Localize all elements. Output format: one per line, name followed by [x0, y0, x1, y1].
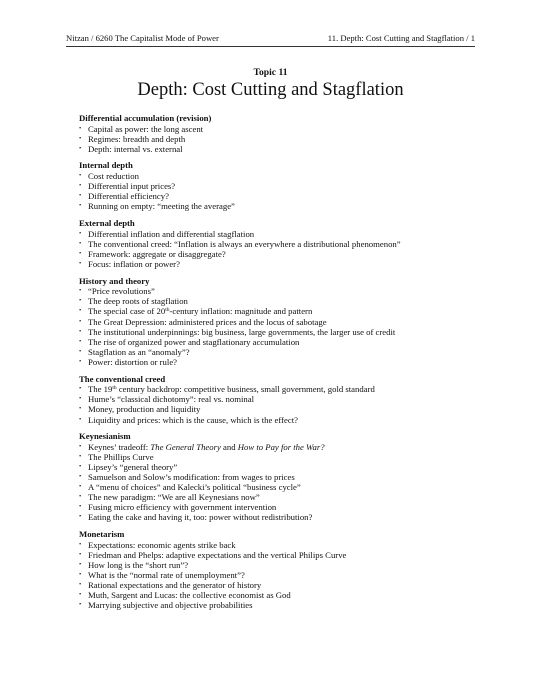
outline-section: [79, 374, 479, 425]
bullet-icon: •: [79, 347, 82, 355]
bullet-list: [79, 540, 479, 611]
list-item: [79, 452, 479, 462]
list-item: [79, 482, 479, 492]
list-item: [79, 239, 479, 249]
list-item: [79, 171, 479, 181]
list-item: [79, 492, 479, 502]
list-item: [79, 404, 479, 414]
list-item-text: “Price revolutions”: [88, 286, 155, 297]
bullet-icon: •: [79, 134, 82, 142]
list-item: [79, 124, 479, 134]
list-item-text: The deep roots of stagflation: [88, 296, 188, 307]
list-item-text: Lipsey’s “general theory”: [88, 461, 178, 472]
bullet-icon: •: [79, 192, 82, 200]
list-item-text: -century inflation: magnitude and pattern: [169, 306, 313, 317]
list-item: [79, 502, 479, 512]
list-item: [79, 560, 479, 570]
list-item-text: Samuelson and Solow’s modification: from wages to prices: [88, 472, 295, 483]
section-heading: The conventional creed: [79, 373, 166, 384]
bullet-icon: •: [79, 307, 82, 315]
list-item-text: Keynes’ tradeoff:: [88, 441, 151, 452]
list-item-text: Running on empty: “meeting the average”: [88, 201, 235, 212]
list-item: [79, 201, 479, 211]
outline-section: [79, 218, 479, 269]
list-item: [79, 384, 479, 394]
list-item: [79, 259, 479, 269]
bullet-icon: •: [79, 513, 82, 521]
section-heading: Monetarism: [79, 529, 125, 540]
list-item-text: How long is the “short run”?: [88, 559, 189, 570]
bullet-icon: •: [79, 483, 82, 491]
outline-section: [79, 276, 479, 367]
bullet-list: [79, 384, 479, 424]
outline-section: [79, 529, 479, 610]
list-item: [79, 394, 479, 404]
list-item-text: Expectations: economic agents strike back: [88, 539, 236, 550]
list-item: [79, 512, 479, 522]
list-item: [79, 600, 479, 610]
list-item: [79, 296, 479, 306]
header-right: 11. Depth: Cost Cutting and Stagflation / 1: [327, 33, 475, 43]
list-item-text: Differential inflation and differential stagflation: [88, 228, 255, 239]
bullet-icon: •: [79, 229, 82, 237]
bullet-icon: •: [79, 473, 82, 481]
bullet-icon: •: [79, 550, 82, 558]
list-item-text: Depth: internal vs. external: [88, 143, 183, 154]
book-title: The General Theory: [150, 441, 221, 452]
list-item: [79, 590, 479, 600]
section-heading: Internal depth: [79, 160, 133, 171]
bullet-icon: •: [79, 503, 82, 511]
bullet-list: [79, 124, 479, 154]
list-item-text: Cost reduction: [88, 171, 139, 182]
superscript: th: [112, 385, 117, 392]
bullet-icon: •: [79, 442, 82, 450]
list-item: [79, 347, 479, 357]
header-left: Nitzan / 6260 The Capitalist Mode of Power: [66, 33, 219, 43]
list-item-text: Eating the cake and having it, too: power without redistribution?: [88, 512, 313, 523]
bullet-icon: •: [79, 327, 82, 335]
list-item-text: century backdrop: competitive business, small government, gold standard: [116, 384, 375, 395]
list-item-text: Hume’s “classical dichotomy”: real vs. nominal: [88, 394, 254, 405]
list-item-text: Fusing micro efficiency with government intervention: [88, 502, 277, 513]
running-header: [66, 33, 475, 47]
bullet-icon: •: [79, 202, 82, 210]
list-item: [79, 570, 479, 580]
bullet-icon: •: [79, 415, 82, 423]
list-item: [79, 286, 479, 296]
list-item-text: and: [220, 441, 238, 452]
bullet-list: [79, 171, 479, 211]
list-item: [79, 191, 479, 201]
list-item-text: The special case of 20: [88, 306, 166, 317]
list-item-text: Liquidity and prices: which is the cause, which is the effect?: [88, 414, 298, 425]
outline-section: [79, 113, 479, 154]
list-item-text: Muth, Sargent and Lucas: the collective economist as God: [88, 590, 291, 601]
bullet-icon: •: [79, 462, 82, 470]
outline-section: [79, 431, 479, 522]
list-item-text: Regimes: breadth and depth: [88, 133, 186, 144]
list-item: [79, 134, 479, 144]
bullet-icon: •: [79, 405, 82, 413]
outline-content: [79, 113, 479, 617]
bullet-icon: •: [79, 395, 82, 403]
section-heading: External depth: [79, 218, 135, 229]
list-item: [79, 317, 479, 327]
bullet-list: [79, 442, 479, 523]
bullet-icon: •: [79, 287, 82, 295]
list-item-text: Capital as power: the long ascent: [88, 123, 204, 134]
list-item: [79, 144, 479, 154]
list-item-text: The rise of organized power and stagflationary accumulation: [88, 336, 300, 347]
bullet-icon: •: [79, 452, 82, 460]
bullet-icon: •: [79, 317, 82, 325]
bullet-icon: •: [79, 144, 82, 152]
list-item-text: Differential input prices?: [88, 181, 176, 192]
bullet-icon: •: [79, 172, 82, 180]
section-heading: Differential accumulation (revision): [79, 113, 212, 123]
list-item-text: A “menu of choices” and Kalecki’s political “business cycle”: [88, 482, 301, 493]
list-item: [79, 249, 479, 259]
list-item-text: Marrying subjective and objective probabilities: [88, 600, 253, 611]
bullet-list: [79, 229, 479, 269]
list-item-text: The 19: [88, 384, 113, 395]
list-item-text: Rational expectations and the generator of history: [88, 580, 262, 591]
list-item: [79, 306, 479, 316]
bullet-icon: •: [79, 260, 82, 267]
list-item-text: Differential efficiency?: [88, 191, 169, 202]
list-item: [79, 580, 479, 590]
list-item: [79, 462, 479, 472]
page-title: Depth: Cost Cutting and Stagflation: [137, 80, 404, 100]
list-item-text: What is the “normal rate of unemployment”?: [88, 570, 245, 580]
topic-label: Topic 11: [253, 67, 288, 78]
section-heading: Keynesianism: [79, 431, 131, 442]
bullet-icon: •: [79, 581, 82, 589]
bullet-icon: •: [79, 239, 82, 247]
list-item-text: The Phillips Curve: [88, 451, 154, 462]
list-item-text: The institutional underpinnings: big business, large governments, the larger use of credit: [88, 326, 396, 337]
bullet-icon: •: [79, 249, 82, 257]
list-item: [79, 229, 479, 239]
list-item-text: Power: distortion or rule?: [88, 356, 178, 367]
list-item: [79, 357, 479, 367]
list-item: [79, 337, 479, 347]
bullet-icon: •: [79, 357, 82, 365]
list-item: [79, 415, 479, 425]
list-item: [79, 327, 479, 337]
list-item: [79, 472, 479, 482]
book-title: How to Pay for the War?: [237, 441, 325, 452]
list-item-text: Framework: aggregate or disaggregate?: [88, 248, 226, 259]
outline-section: [79, 160, 479, 211]
list-item-text: The new paradigm: “We are all Keynesians now”: [88, 492, 260, 503]
bullet-icon: •: [79, 560, 82, 568]
bullet-icon: •: [79, 385, 82, 393]
list-item-text: Money, production and liquidity: [88, 404, 201, 415]
bullet-list: [79, 286, 479, 367]
bullet-icon: •: [79, 571, 82, 578]
list-item: [79, 442, 479, 452]
bullet-icon: •: [79, 337, 82, 345]
bullet-icon: •: [79, 591, 82, 599]
list-item: [79, 550, 479, 560]
list-item: [79, 181, 479, 191]
list-item-text: Friedman and Phelps: adaptive expectations and the vertical Philips Curve: [88, 549, 347, 560]
bullet-icon: •: [79, 182, 82, 190]
bullet-icon: •: [79, 124, 82, 132]
title-block: [0, 67, 541, 101]
bullet-icon: •: [79, 601, 82, 609]
bullet-icon: •: [79, 493, 82, 501]
superscript: th: [165, 307, 170, 314]
list-item-text: Focus: inflation or power?: [88, 259, 180, 269]
list-item-text: Stagflation as an “anomaly”?: [88, 346, 190, 357]
list-item-text: The conventional creed: “Inflation is always an everywhere a distributional phenomenon”: [88, 238, 401, 249]
bullet-icon: •: [79, 540, 82, 548]
list-item-text: The Great Depression: administered prices and the locus of sabotage: [88, 316, 327, 327]
section-heading: History and theory: [79, 275, 150, 286]
bullet-icon: •: [79, 297, 82, 305]
list-item: [79, 540, 479, 550]
